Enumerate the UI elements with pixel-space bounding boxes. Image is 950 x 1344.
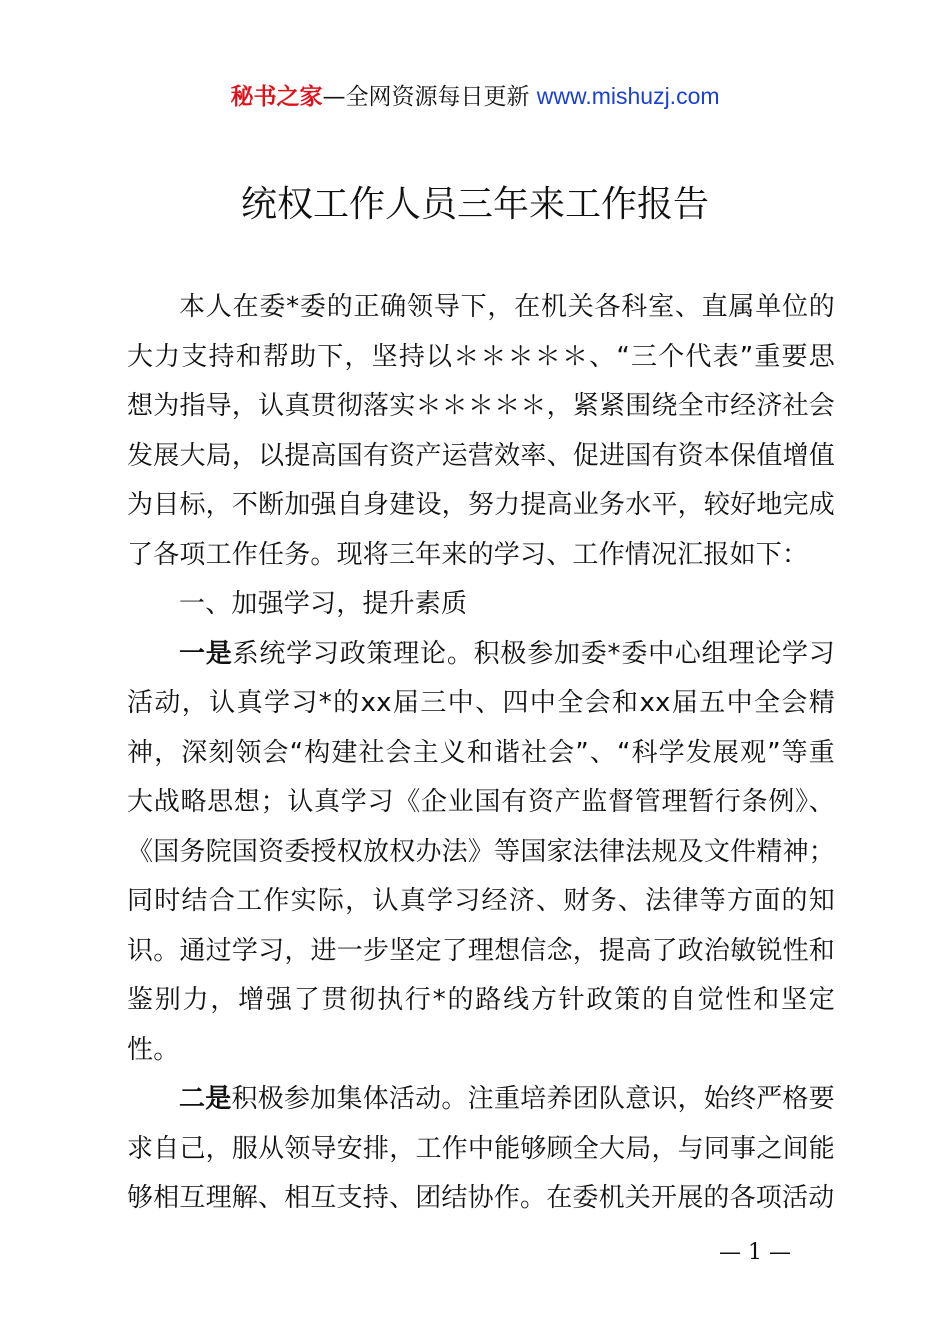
item-1-text: 系统学习政策理论。积极参加委*委中心组理论学习活动，认真学习*的xx届三中、四中全会和xx届五中全会精神，深刻领会“构建社会主义和谐社会”、“科学发展观”等重大战略思想；认真学习《企业国有资产监督管理暂行条例》、《国务院国资委授权放权办法》等国家法律法规及文件精神；同时结合工作实际，认真学习经济、财务、法律等方面的知识。通过学习，进一步坚定了理想信念，提高了政治敏锐性和鉴别力，增强了贯彻执行*的路线方针政策的自觉性和坚定性。 [127, 638, 835, 1065]
document-body [127, 283, 835, 1224]
intro-paragraph: 本人在委*委的正确领导下，在机关各科室、直属单位的大力支持和帮助下，坚持以＊＊＊＊＊、“三个代表”重要思想为指导，认真贯彻落实＊＊＊＊＊，紧紧围绕全市经济社会发展大局，以提高国有资产运营效率、促进国有资本保值增值为目标，不断加强自身建设，努力提高业务水平，较好地完成了各项工作任务。现将三年来的学习、工作情况汇报如下： [127, 292, 835, 570]
header-banner [0, 80, 950, 113]
site-url-link[interactable]: www.mishuzj.com [536, 83, 720, 109]
document-title: 统权工作人员三年来工作报告 [240, 184, 709, 225]
item-2-text: 积极参加集体活动。注重培养团队意识，始终严格要求自己，服从领导安排，工作中能够顾全大局，与同事之间能够相互理解、相互支持、团结协作。在委机关开展的各项活动 [127, 1084, 835, 1213]
header-tagline: —全网资源每日更新 [322, 84, 530, 110]
item-1-paragraph [127, 630, 835, 1076]
item-1-lead: 一是 [179, 638, 233, 669]
item-2-lead: 二是 [179, 1084, 232, 1114]
page-number: — 1 — [719, 1240, 791, 1265]
brand-name: 秘书之家 [230, 84, 323, 110]
item-2-paragraph [127, 1075, 835, 1224]
section-heading-1: 一、加强学习，提升素质 [179, 589, 468, 619]
